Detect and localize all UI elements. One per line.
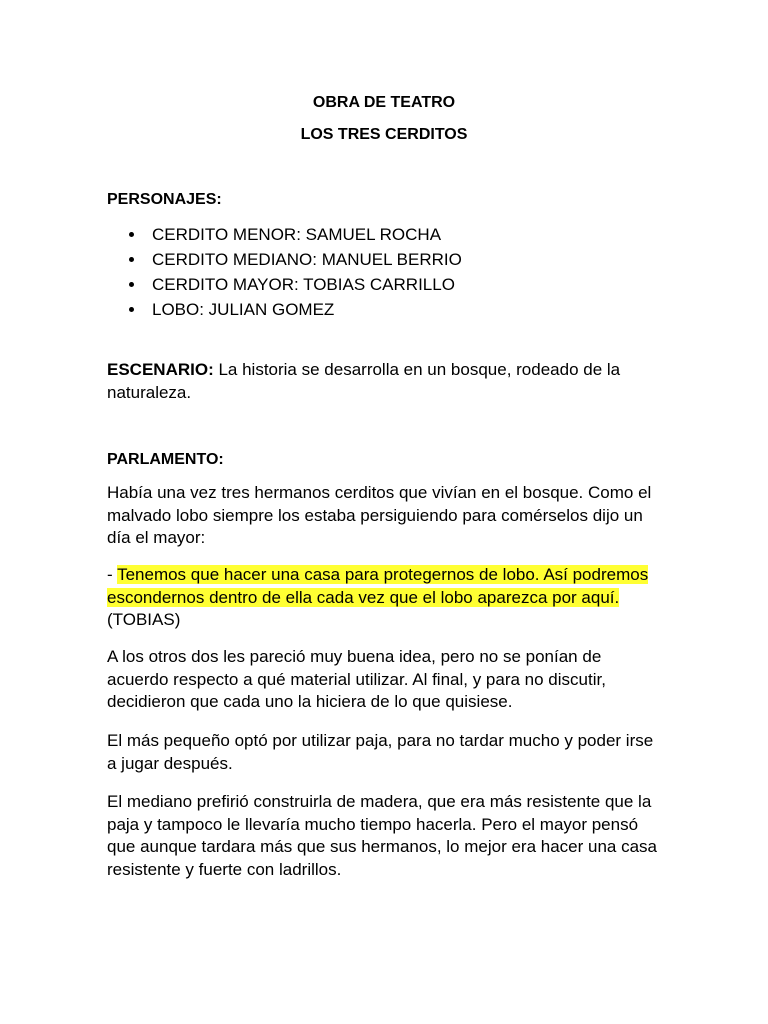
document-subtitle: LOS TRES CERDITOS: [300, 126, 468, 143]
dialogue-speaker: (TOBIAS): [107, 610, 181, 629]
bullet-icon: [129, 257, 134, 262]
list-item: [107, 222, 462, 247]
list-item-text: LOBO: JULIAN GOMEZ: [152, 300, 335, 319]
highlighted-dialogue: Tenemos que hacer una casa para protegernos de lobo. Así podremos escondernos dentro de ella cada vez que el lobo aparezca por aquí.: [107, 565, 649, 607]
list-item-text: CERDITO MENOR: SAMUEL ROCHA: [152, 225, 442, 244]
parlamento-heading: PARLAMENTO:: [107, 451, 224, 468]
story-paragraph-3: El más pequeño optó por utilizar paja, para no tardar mucho y poder irse a jugar después.: [107, 731, 654, 773]
bullet-icon: [129, 282, 134, 287]
escenario-text: La historia se desarrolla en un bosque, rodeado de la naturaleza.: [107, 360, 621, 402]
document-title: OBRA DE TEATRO: [312, 94, 456, 111]
dialogue-paragraph: [107, 564, 667, 632]
escenario-label: ESCENARIO:: [107, 360, 214, 379]
story-paragraph-2: A los otros dos les pareció muy buena idea, pero no se ponían de acuerdo respecto a qué material utilizar. Al final, y para no discutir, decidieron que cada uno la hiciera de lo que quisiese.: [107, 647, 606, 711]
list-item: [107, 297, 462, 322]
escenario-paragraph: [107, 359, 667, 404]
personajes-heading: PERSONAJES:: [107, 191, 222, 208]
story-paragraph-4: El mediano prefirió construirla de madera, que era más resistente que la paja y tampoco le llevaría mucho tiempo hacerla. Pero el mayor pensó que aunque tardara más que sus hermanos, lo mejor era hacer una casa resistente y fuerte con ladrillos.: [107, 792, 657, 879]
parlamento-intro: Había una vez tres hermanos cerditos que vivían en el bosque. Como el malvado lobo siempre los estaba persiguiendo para comérselos dijo un día el mayor:: [107, 483, 652, 547]
list-item-text: CERDITO MEDIANO: MANUEL BERRIO: [152, 250, 462, 269]
dialogue-dash: -: [107, 565, 118, 584]
list-item: [107, 247, 462, 272]
list-item-text: CERDITO MAYOR: TOBIAS CARRILLO: [152, 275, 455, 294]
bullet-icon: [129, 232, 134, 237]
list-item: [107, 272, 462, 297]
personajes-list: [107, 222, 462, 322]
bullet-icon: [129, 307, 134, 312]
